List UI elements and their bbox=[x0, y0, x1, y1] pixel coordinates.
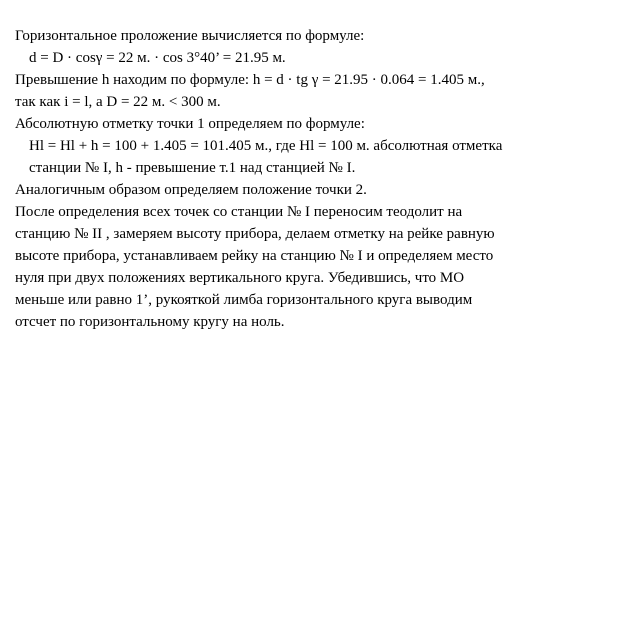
text-line-absolute-formula: Hl = Hl + h = 100 + 1.405 = 101.405 м., где Hl = 100 м. абсолютная отметка bbox=[29, 138, 503, 154]
text-line-mo-condition: меньше или равно 1’, рукояткой лимба горизонтального круга выводим bbox=[15, 292, 473, 308]
text-line-horizontal-formula: d = D · cosγ = 22 м. · cos 3°40’ = 21.95 м. bbox=[29, 50, 286, 66]
text-line-zero-reading: отсчет по горизонтальному кругу на ноль. bbox=[15, 314, 285, 330]
text-line-install-rod: высоте прибора, устанавливаем рейку на станцию № I и определяем место bbox=[15, 248, 494, 264]
document-body bbox=[15, 25, 615, 333]
text-line-measure-height: станцию № II , замеряем высоту прибора, делаем отметку на рейке равную bbox=[15, 226, 495, 242]
text-line-formula-intro: Горизонтальное проложение вычисляется по формуле: bbox=[15, 28, 365, 44]
text-line-station-definition: станции № I, h - превышение т.1 над станцией № I. bbox=[29, 160, 356, 176]
text-line-vertical-circle: нуля при двух положениях вертикального круга. Убедившись, что МО bbox=[15, 270, 465, 286]
text-line-absolute-intro: Абсолютную отметку точки 1 определяем по формуле: bbox=[15, 116, 365, 132]
text-line-transfer-theodolite: После определения всех точек со станции № I переносим теодолит на bbox=[15, 204, 463, 220]
text-line-elevation-formula: Превышение h находим по формуле: h = d · tg γ = 21.95 · 0.064 = 1.405 м., bbox=[15, 72, 485, 88]
text-line-condition: так как i = l, а D = 22 м. < 300 м. bbox=[15, 94, 221, 110]
text-line-point-two: Аналогичным образом определяем положение точки 2. bbox=[15, 182, 367, 198]
